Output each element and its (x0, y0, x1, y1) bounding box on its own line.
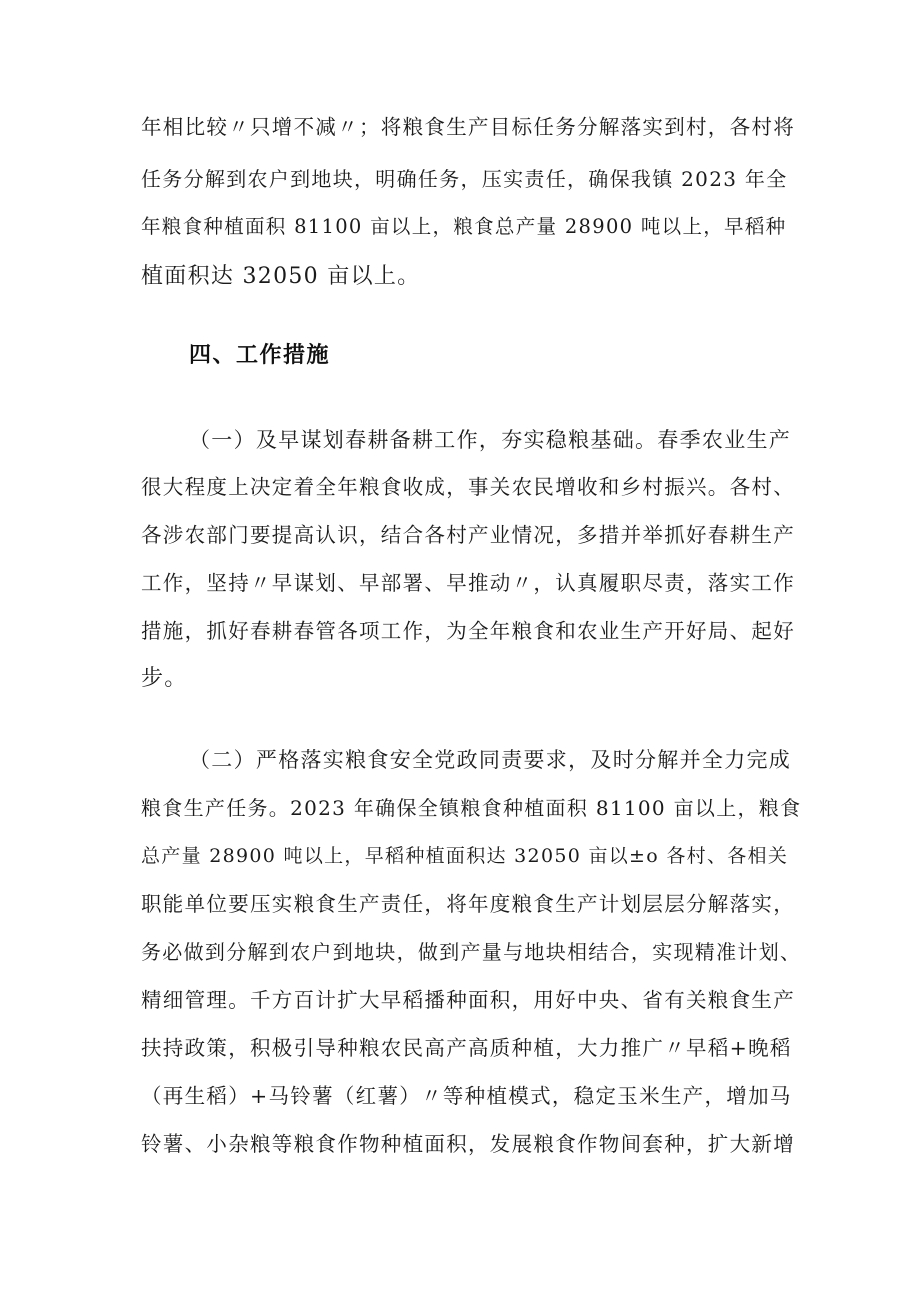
paragraph-line: 措施，抓好春耕春管各项工作，为全年粮食和农业生产开好局、起好 (141, 619, 795, 643)
paragraph-line: 步。 (141, 666, 188, 691)
paragraph-line: 植面积达 32050 亩以上。 (141, 264, 421, 289)
paragraph-line: 务必做到分解到农户到地块，做到产量与地块相结合，实现精准计划、 (141, 940, 802, 964)
section-heading: 四、工作措施 (189, 343, 331, 368)
paragraph-line: 总产量 28900 吨以上，早稻种植面积达 32050 亩以±o 各村、各相关 (141, 845, 789, 867)
paragraph-line: （一）及早谋划春耕备耕工作，夯实稳粮基础。春季农业生产 (189, 428, 792, 452)
paragraph-line: 铃薯、小杂粮等粮食作物种植面积，发展粮食作物间套种，扩大新增 (141, 1132, 795, 1156)
paragraph-line: 扶持政策，积极引导种粮农民高产高质种植，大力推广〃早稻+晚稻 (141, 1036, 792, 1060)
paragraph-line: 精细管理。千方百计扩大早稻播种面积，用好中央、省有关粮食生产 (141, 988, 795, 1012)
paragraph-line: 年粮食种植面积 81100 亩以上，粮食总产量 28900 吨以上，早稻种 (141, 215, 787, 238)
paragraph-line: 粮食生产任务。2023 年确保全镇粮食种植面积 81100 亩以上，粮食 (141, 796, 802, 820)
paragraph-line: （二）严格落实粮食安全党政同责要求，及时分解并全力完成 (189, 748, 792, 772)
paragraph-line: 职能单位要压实粮食生产责任，将年度粮食生产计划层层分解落实， (141, 892, 795, 916)
paragraph-line: 任务分解到农户到地块，明确任务，压实责任，确保我镇 2023 年全 (141, 167, 788, 191)
paragraph-line: 各涉农部门要提高认识，结合各村产业情况，多措并举抓好春耕生产 (141, 523, 795, 547)
paragraph-line: 年相比较〃只增不减〃；将粮食生产目标任务分解落实到村，各村将 (141, 115, 795, 139)
paragraph-line: （再生稻）+马铃薯（红薯）〃等种植模式，稳定玉米生产，增加马 (141, 1084, 792, 1108)
paragraph-line: 工作，坚持〃早谋划、早部署、早推动〃，认真履职尽责，落实工作 (141, 571, 795, 595)
paragraph-line: 很大程度上决定着全年粮食收成，事关农民增收和乡村振兴。各村、 (141, 475, 795, 499)
